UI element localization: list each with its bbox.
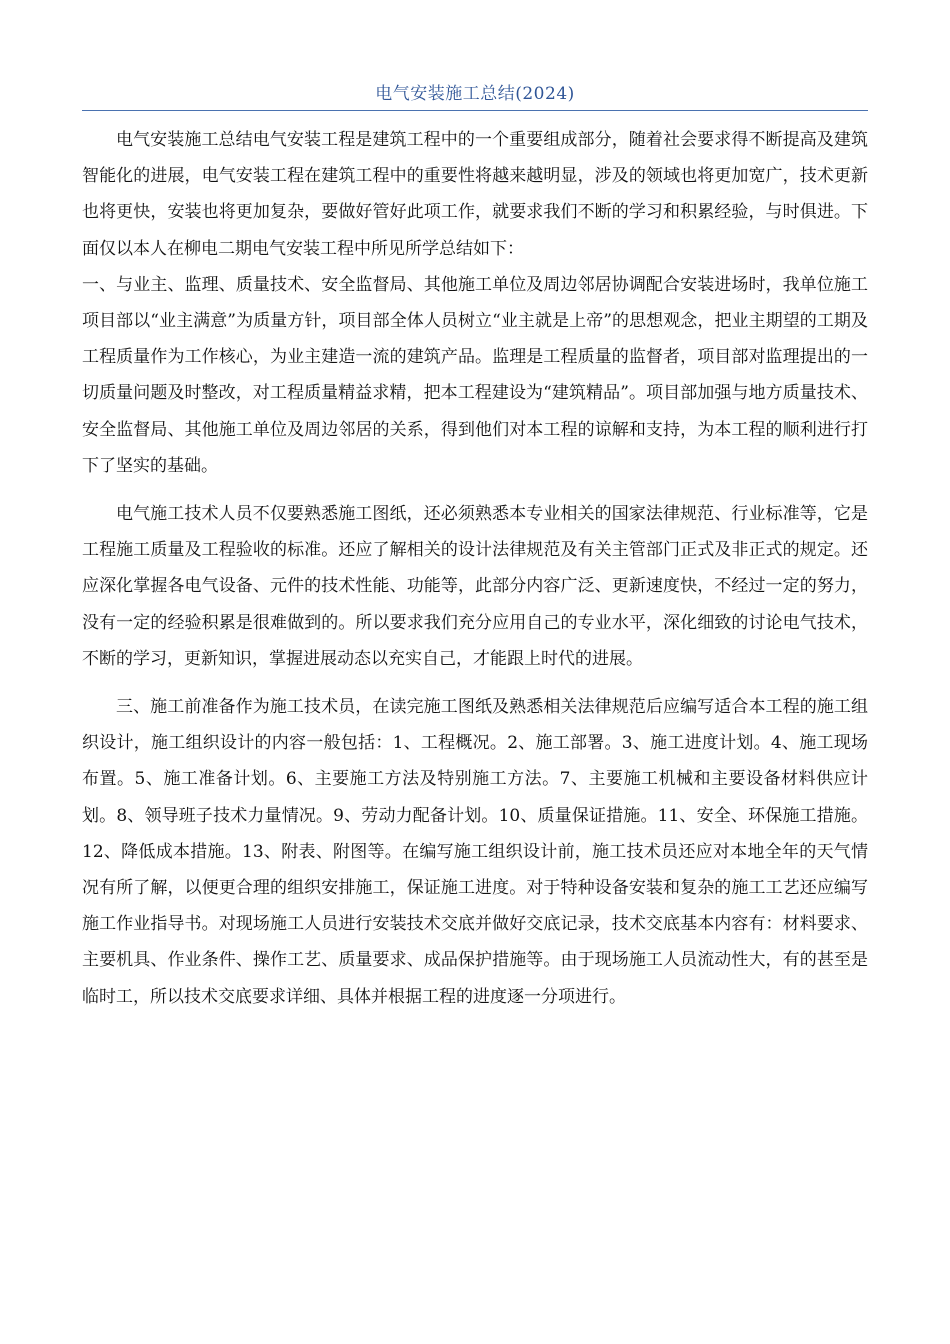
document-body <box>82 122 868 1015</box>
paragraph-coordination: 一、与业主、监理、质量技术、安全监督局、其他施工单位及周边邻居协调配合安装进场时，我单位施工项目部以“业主满意”为质量方针，项目部全体人员树立“业主就是上帝”的思想观念，把业主期望的工期及工程质量作为工作核心，为业主建造一流的建筑产品。监理是工程质量的监督者，项目部对监理提出的一切质量问题及时整改，对工程质量精益求精，把本工程建设为“建筑精品”。项目部加强与地方质量技术、安全监督局、其他施工单位及周边邻居的关系，得到他们对本工程的谅解和支持，为本工程的顺利进行打下了坚实的基础。 <box>82 274 868 476</box>
document-title: 电气安装施工总结(2024) <box>375 84 575 104</box>
document-header <box>82 80 868 111</box>
paragraph-technical-staff: 电气施工技术人员不仅要熟悉施工图纸，还必须熟悉本专业相关的国家法律规范、行业标准等，它是工程施工质量及工程验收的标准。还应了解相关的设计法律规范及有关主管部门正式及非正式的规定。还应深化掌握各电气设备、元件的技术性能、功能等，此部分内容广泛、更新速度快，不经过一定的努力，没有一定的经验积累是很难做到的。所以要求我们充分应用自己的专业水平，深化细致的讨论电气技术，不断的学习，更新知识，掌握进展动态以充实自己，才能跟上时代的进展。 <box>82 504 868 669</box>
paragraph-intro: 电气安装施工总结电气安装工程是建筑工程中的一个重要组成部分，随着社会要求得不断提高及建筑智能化的进展，电气安装工程在建筑工程中的重要性将越来越明显，涉及的领域也将更加宽广，技术更新也将更快，安装也将更加复杂，要做好管好此项工作，就要求我们不断的学习和积累经验，与时俱进。下面仅以本人在柳电二期电气安装工程中所见所学总结如下： <box>82 130 868 259</box>
paragraph-preparation: 三、施工前准备作为施工技术员，在读完施工图纸及熟悉相关法律规范后应编写适合本工程的施工组织设计，施工组织设计的内容一般包括：1、工程概况。2、施工部署。3、施工进度计划。4、施工现场布置。5、施工准备计划。6、主要施工方法及特别施工方法。7、主要施工机械和主要设备材料供应计划。8、领导班子技术力量情况。9、劳动力配备计划。10、质量保证措施。11、安全、环保施工措施。12、降低成本措施。13、附表、附图等。在编写施工组织设计前，施工技术员还应对本地全年的天气情况有所了解，以便更合理的组织安排施工，保证施工进度。对于特种设备安装和复杂的施工工艺还应编写施工作业指导书。对现场施工人员进行安装技术交底并做好交底记录，技术交底基本内容有：材料要求、主要机具、作业条件、操作工艺、质量要求、成品保护措施等。由于现场施工人员流动性大，有的甚至是临时工，所以技术交底要求详细、具体并根据工程的进度逐一分项进行。 <box>82 697 868 1007</box>
